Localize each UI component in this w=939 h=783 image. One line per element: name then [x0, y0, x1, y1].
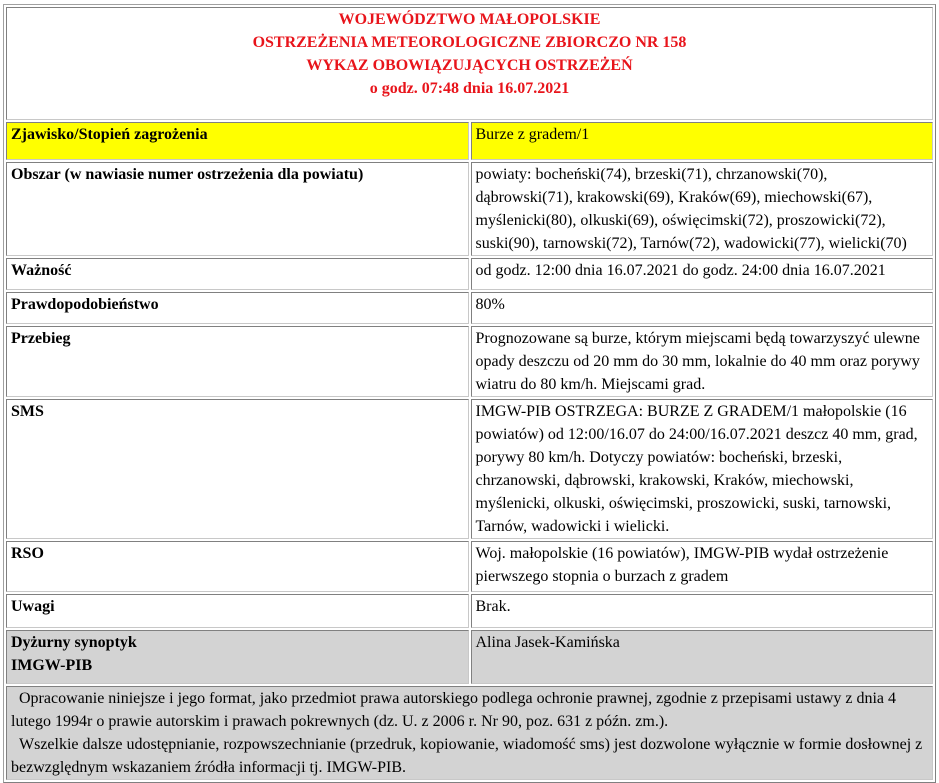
remarks-value: Brak.	[471, 594, 934, 628]
copyright-notice	[6, 686, 933, 780]
table-row-rso	[6, 541, 933, 592]
forecaster-label	[6, 630, 469, 684]
area-label: Obszar (w nawiasie numer ostrzeżenia dla powiatu)	[6, 162, 469, 256]
region-title: WOJEWÓDZTWO MAŁOPOLSKIE	[338, 11, 601, 28]
distribution-paragraph	[11, 733, 928, 779]
table-row-sms	[6, 399, 933, 539]
validity-value: od godz. 12:00 dnia 16.07.2021 do godz. 24:00 dnia 16.07.2021	[471, 258, 934, 290]
phenomenon-label: Zjawisko/Stopień zagrożenia	[6, 122, 469, 160]
probability-label: Prawdopodobieństwo	[6, 292, 469, 324]
copyright-paragraph	[11, 687, 928, 733]
table-row-probability	[6, 292, 933, 324]
footer-row	[6, 686, 933, 780]
table-row-validity	[6, 258, 933, 290]
table-row-remarks	[6, 594, 933, 628]
forecaster-label-line2: IMGW-PIB	[11, 657, 93, 674]
forecaster-name: Alina Jasek-Kamińska	[471, 630, 934, 684]
bulletin-title: OSTRZEŻENIA METEOROLOGICZNE ZBIORCZO NR 158	[252, 34, 687, 51]
rso-value: Woj. małopolskie (16 powiatów), IMGW-PIB wydał ostrzeżenie pierwszego stopnia o burzach z gradem	[471, 541, 934, 592]
list-title: WYKAZ OBOWIĄZUJĄCYCH OSTRZEŻEŃ	[306, 57, 633, 74]
area-value: powiaty: bocheński(74), brzeski(71), chrzanowski(70), dąbrowski(71), krakowski(69), Kraków(69), miechowski(67), myślenicki(80), olkuski(69), oświęcimski(72), proszowicki(72), suski(90), tarnowski(72), Tarnów(72), wadowicki(77), wielicki(70)	[471, 162, 934, 256]
warning-document	[3, 4, 936, 783]
phenomenon-value: Burze z gradem/1	[471, 122, 934, 160]
forecaster-label-line1: Dyżurny synoptyk	[11, 634, 137, 651]
course-label: Przebieg	[6, 326, 469, 397]
remarks-label: Uwagi	[6, 594, 469, 628]
copyright-text: Opracowanie niniejsze i jego format, jako przedmiot prawa autorskiego podlega ochronie prawnej, zgodnie z przepisami ustawy z dnia 4 lutego 1994r o prawie autorskim i prawach pokrewnych (dz. U. z 2006 r. Nr 90, poz. 631 z późn. zm.).	[11, 690, 897, 730]
warnings-table	[3, 4, 936, 783]
sms-label: SMS	[6, 399, 469, 539]
table-row-forecaster	[6, 630, 933, 684]
rso-label: RSO	[6, 541, 469, 592]
course-value: Prognozowane są burze, którym miejscami będą towarzyszyć ulewne opady deszczu od 20 mm do 30 mm, lokalnie do 40 mm oraz porywy wiatru do 80 km/h. Miejscami grad.	[471, 326, 934, 397]
title-block	[6, 7, 933, 120]
title-row	[6, 7, 933, 120]
table-row-course	[6, 326, 933, 397]
table-row-phenomenon	[6, 122, 933, 160]
validity-label: Ważność	[6, 258, 469, 290]
issue-time: o godz. 07:48 dnia 16.07.2021	[369, 80, 570, 97]
distribution-text: Wszelkie dalsze udostępnianie, rozpowszechnianie (przedruk, kopiowanie, wiadomość sms) jest dozwolone wyłącznie w formie dosłownej z bezwzględnym wskazaniem źródła informacji tj. IMGW-PIB.	[11, 736, 923, 776]
table-row-area	[6, 162, 933, 256]
probability-value: 80%	[471, 292, 934, 324]
sms-value: IMGW-PIB OSTRZEGA: BURZE Z GRADEM/1 małopolskie (16 powiatów) od 12:00/16.07 do 24:00/16.07.2021 deszcz 40 mm, grad, porywy 80 km/h. Dotyczy powiatów: bocheński, brzeski, chrzanowski, dąbrowski, krakowski, Kraków, miechowski, myślenicki, olkuski, oświęcimski, proszowicki, suski, tarnowski, Tarnów, wadowicki i wielicki.	[471, 399, 934, 539]
